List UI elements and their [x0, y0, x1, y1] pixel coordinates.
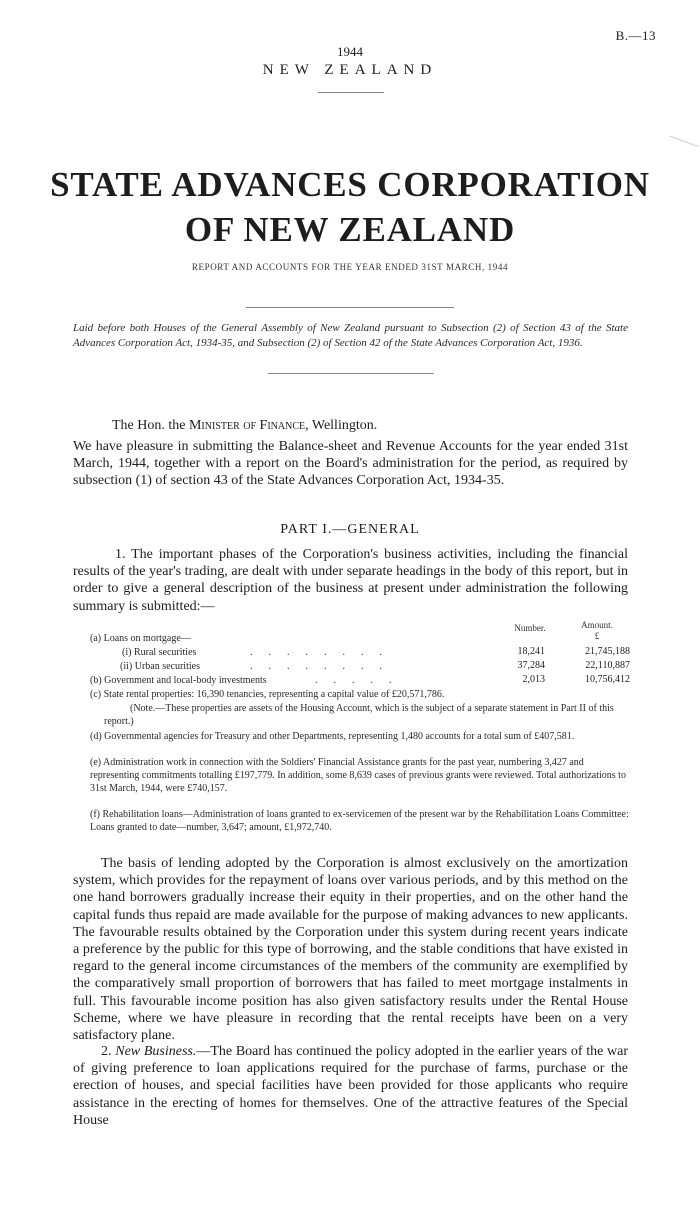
lending-basis-paragraph: The basis of lending adopted by the Corporation is almost exclusively on the amortization system, which provides for the repayment of loans over various periods, and by this method on the one hand borrowers gradually increase their equity in their properties, and on the other hand the capital funds thus repaid are made available for the purpose of making advances to new applicants. The favourable results obtained by the Corporation under this system during recent years indicate a preference by the public for this type of borrowing, and the stable conditions that have existed in regard to the general income circumstances of the members of the community are exemplified by the comparatively small proportion of borrowers that has failed to meet mortgage instalments in full. This favourable income position has also given satisfactory results under the Rental House Scheme, where we have pleasure in recording that the rental receipts have been on a very satisfactory plane. — [73, 856, 628, 1044]
summary-item-c: (c) State rental properties: 16,390 tenancies, representing a capital value of £20,571,786. — [90, 689, 445, 700]
column-header-amount: Amount. — [581, 620, 613, 630]
new-business-heading: New Business. — [115, 1044, 197, 1059]
opening-paragraph: We have pleasure in submitting the Balance-sheet and Revenue Accounts for the year ended 31st March, 1944, together with a report on the Board's administration for the period, as required by subsection (1) of section 43 of the State Advances Corporation Act, 1934-35. — [73, 439, 628, 489]
summary-row-label: (b) Government and local-body investments — [90, 675, 267, 686]
summary-item-a-label: (a) Loans on mortgage— — [90, 633, 191, 644]
title-divider — [246, 307, 454, 308]
summary-item-e: (e) Administration work in connection with the Soldiers' Financial Assistance grants for the past year, numbering 3,427 and representing commitments totalling £197,779. In addition, some 8,639 cases of previous grants were reviewed. Total authorizations to 31st March, 1944, were £740,157. — [90, 757, 626, 795]
document-reference: B.—13 — [615, 28, 656, 43]
general-paragraph: 1. The important phases of the Corporation's business activities, including the financial results of the year's trading, are dealt with under separate headings in the body of this report, but in order to give a general description of the business at present under administration the following summary is submitted:— — [73, 547, 628, 614]
summary-row-label: (i) Rural securities — [122, 647, 197, 658]
column-header-currency: £ — [594, 631, 600, 641]
summary-item-d: (d) Governmental agencies for Treasury and other Departments, representing 1,480 accounts for a total sum of £407,581. — [90, 731, 575, 742]
summary-row-label: (ii) Urban securities — [120, 661, 200, 672]
summary-row-amount: 22,110,887 — [585, 660, 630, 671]
summary-row-number: 37,284 — [517, 660, 545, 671]
report-subtitle: REPORT AND ACCOUNTS FOR THE YEAR ENDED 31ST MARCH, 1944 — [191, 262, 509, 272]
laid-before-notice: Laid before both Houses of the General Assembly of New Zealand pursuant to Subsection (2) of Section 43 of the State Advances Corporation Act, 1934-35, and Subsection (2) of Section 42 of the State Advances Corporation Act, 1936. — [73, 322, 628, 349]
summary-row-dots: ........ — [250, 647, 398, 658]
new-business-number: 2. — [101, 1044, 112, 1059]
summary-row-amount: 10,756,412 — [585, 674, 630, 685]
addressee-line — [112, 418, 377, 434]
document-year: 1944 — [337, 44, 363, 59]
summary-row-number: 2,013 — [522, 674, 545, 685]
addressee-name: Minister of Finance — [188, 418, 306, 433]
summary-row-number: 18,241 — [517, 646, 545, 657]
part-heading: PART I.—GENERAL — [280, 522, 420, 537]
addressee-suffix: , Wellington. — [305, 418, 378, 433]
new-business-text: —The Board has continued the policy adopted in the earlier years of the war of giving preference to loan applications required for the purchase of farms, purchase or the erection of houses, and special facilities have been provided for those applicants who require assistance in the erecting of homes for themselves. One of the attractive features of the Special House — [73, 1044, 629, 1128]
summary-item-f: (f) Rehabilitation loans—Administration of loans granted to ex-servicemen of the present war by the Rehabilitation Loans Committee: Loans granted to date—number, 3,647; amount, £1,972,740. — [90, 809, 629, 834]
header-divider — [318, 92, 384, 93]
column-header-number: Number. — [514, 623, 546, 633]
summary-row-dots: ........ — [250, 661, 398, 672]
report-title-line2: OF NEW ZEALAND — [184, 210, 516, 249]
addressee-prefix: The Hon. the — [112, 418, 186, 433]
summary-row-amount: 21,745,188 — [585, 646, 630, 657]
notice-divider — [268, 373, 434, 374]
summary-item-c-note: (Note.—These properties are assets of the Housing Account, which is the subject of a separate statement in Part II of this report.) — [104, 703, 614, 728]
report-title-line1: STATE ADVANCES CORPORATION — [50, 165, 650, 204]
summary-row-dots: ..... — [315, 675, 408, 686]
new-business-paragraph — [73, 1043, 628, 1129]
country-heading: NEW ZEALAND — [262, 62, 438, 78]
